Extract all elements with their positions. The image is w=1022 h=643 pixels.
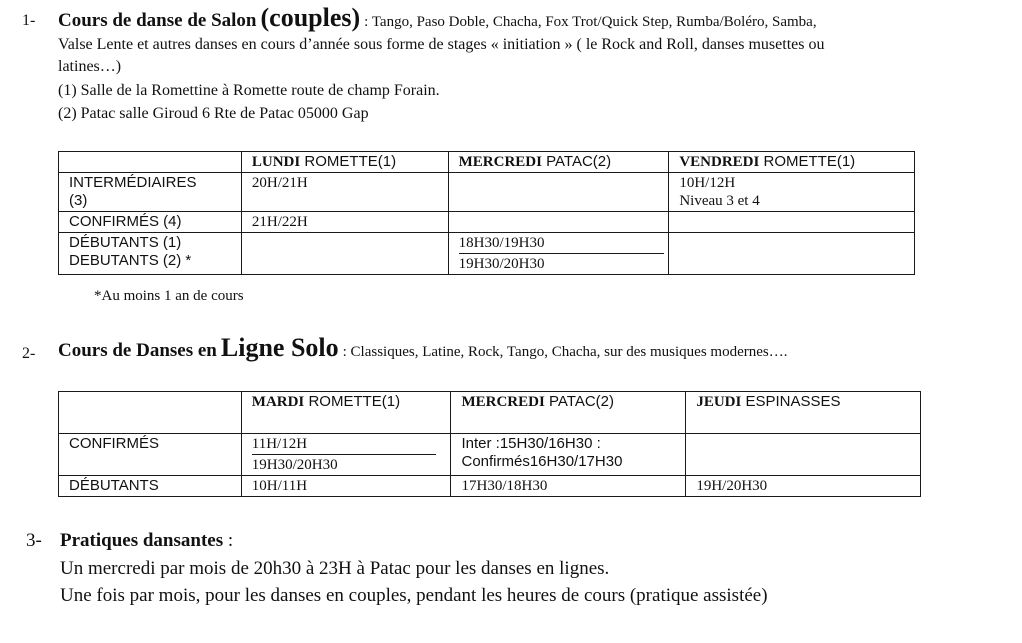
table-header-row bbox=[59, 152, 915, 173]
section-1-description: : Tango, Paso Doble, Chacha, Fox Trot/Quick Step, Rumba/Boléro, Samba, bbox=[364, 14, 817, 30]
cell-vendredi bbox=[669, 233, 915, 275]
header-mardi: MARDI ROMETTE(1) bbox=[241, 392, 451, 434]
section-2-title: Cours de Danses en bbox=[58, 340, 217, 361]
footnote: *Au moins 1 an de cours bbox=[94, 288, 244, 304]
table-row bbox=[59, 212, 915, 233]
cell-mercredi: 18H30/19H30 19H30/20H30 bbox=[448, 233, 669, 275]
section-2-number: 2- bbox=[22, 345, 36, 362]
section-1-heading bbox=[58, 3, 817, 33]
section-1-number: 1- bbox=[22, 12, 36, 29]
cell-lundi: 20H/21H bbox=[241, 173, 448, 212]
table-row bbox=[59, 476, 921, 497]
cell-jeudi: 19H/20H30 bbox=[686, 476, 921, 497]
cell-mardi: 11H/12H 19H30/20H30 bbox=[241, 434, 451, 476]
row-label: CONFIRMÉS bbox=[59, 434, 242, 476]
cell-lundi: 21H/22H bbox=[241, 212, 448, 233]
header-lundi: LUNDI ROMETTE(1) bbox=[241, 152, 448, 173]
header-vendredi: VENDREDI ROMETTE(1) bbox=[669, 152, 915, 173]
section-3-title: Pratiques dansantes bbox=[60, 530, 224, 551]
row-label: INTERMÉDIAIRES (3) bbox=[59, 173, 242, 212]
section-3-number: 3- bbox=[26, 530, 42, 551]
section-3-colon: : bbox=[223, 530, 234, 551]
table-header-row bbox=[59, 392, 921, 434]
cell-mercredi bbox=[448, 173, 669, 212]
section-3-heading bbox=[60, 530, 233, 552]
header-jeudi: JEUDI ESPINASSES bbox=[686, 392, 921, 434]
section-1-description-line-2: Valse Lente et autres danses en cours d’année sous forme de stages « initiation » ( le Rock and Roll, danses musettes ou bbox=[58, 36, 825, 53]
solo-schedule-table bbox=[58, 391, 921, 497]
cell-mercredi: Inter :15H30/16H30 : Confirmés16H30/17H30 bbox=[451, 434, 686, 476]
section-2-heading bbox=[58, 333, 787, 363]
section-3-line-2: Une fois par mois, pour les danses en couples, pendant les heures de cours (pratique assistée) bbox=[60, 585, 768, 606]
header-mercredi: MERCREDI PATAC(2) bbox=[448, 152, 669, 173]
venue-note-2: (2) Patac salle Giroud 6 Rte de Patac 05000 Gap bbox=[58, 105, 369, 122]
section-1-description-line-3: latines…) bbox=[58, 58, 122, 75]
venue-note-1: (1) Salle de la Romettine à Romette route de champ Forain. bbox=[58, 82, 440, 99]
row-label: CONFIRMÉS (4) bbox=[59, 212, 242, 233]
row-label: DÉBUTANTS (1) DEBUTANTS (2) * bbox=[59, 233, 242, 275]
cell-mardi: 10H/11H bbox=[241, 476, 451, 497]
cell-jeudi bbox=[686, 434, 921, 476]
section-2-title-emphasis: Ligne Solo bbox=[220, 333, 339, 362]
section-3-line-1: Un mercredi par mois de 20h30 à 23H à Patac pour les danses en lignes. bbox=[60, 558, 610, 579]
section-1-title: Cours de danse de Salon bbox=[58, 10, 257, 31]
row-label: DÉBUTANTS bbox=[59, 476, 242, 497]
table-row bbox=[59, 233, 915, 275]
section-2-description: : Classiques, Latine, Rock, Tango, Chacha, sur des musiques modernes…. bbox=[342, 344, 788, 360]
header-empty-cell bbox=[59, 392, 242, 434]
cell-vendredi bbox=[669, 212, 915, 233]
header-empty-cell bbox=[59, 152, 242, 173]
cell-mercredi bbox=[448, 212, 669, 233]
cell-lundi bbox=[241, 233, 448, 275]
table-row bbox=[59, 434, 921, 476]
table-row bbox=[59, 173, 915, 212]
header-mercredi: MERCREDI PATAC(2) bbox=[451, 392, 686, 434]
cell-vendredi: 10H/12H Niveau 3 et 4 bbox=[669, 173, 915, 212]
couples-schedule-table bbox=[58, 151, 915, 275]
cell-mercredi: 17H30/18H30 bbox=[451, 476, 686, 497]
section-1-title-emphasis: (couples) bbox=[260, 3, 361, 32]
